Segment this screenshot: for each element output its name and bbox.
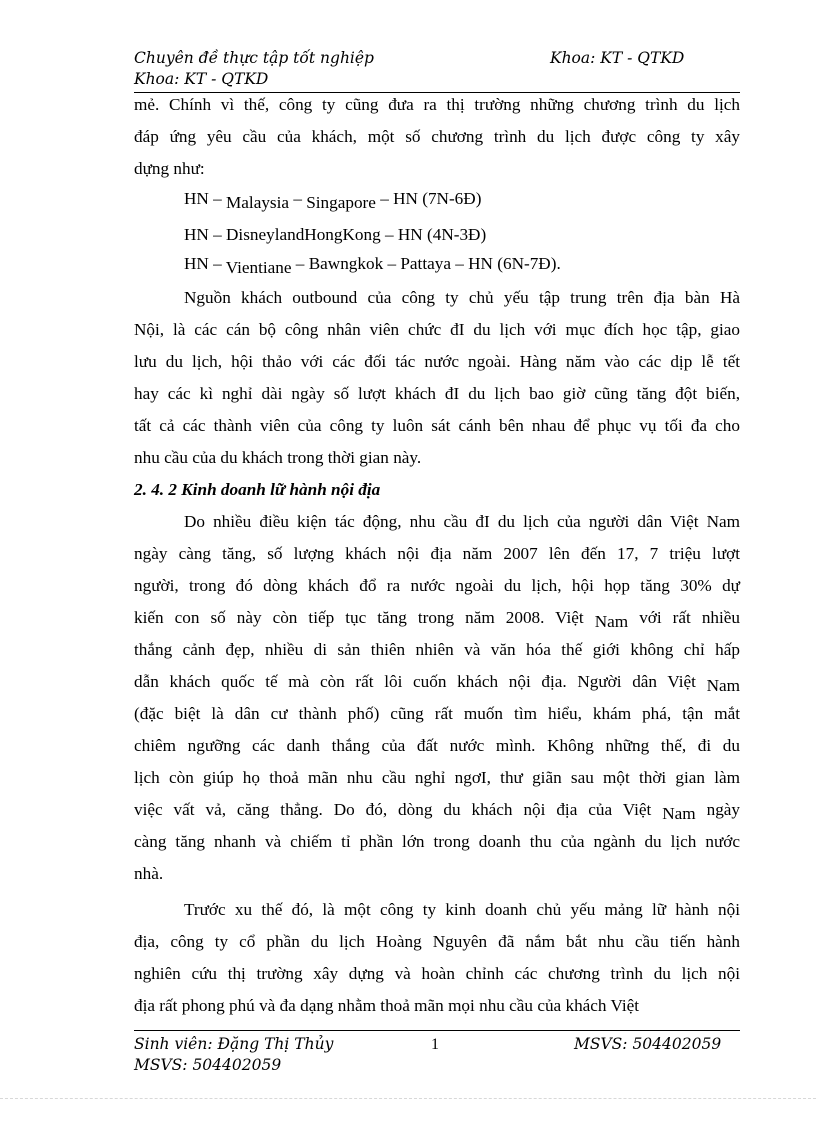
text-line: lưu du lịch, hội thảo với các đối tác nước ngoài. Hàng năm vào các dịp lễ tết — [134, 352, 740, 371]
route-item: HN – Vientiane – Bawngkok – Pattaya – HN (6N-7Đ). — [184, 254, 561, 277]
text-line: dựng như: — [134, 159, 205, 178]
text-line: Nguồn khách outbound của công ty chủ yếu tập trung trên địa bàn Hà — [184, 288, 740, 307]
text-line: Nội, là các cán bộ công nhân viên chức đI du lịch với mục đích học tập, giao — [134, 320, 740, 339]
text-line: lịch còn giúp họ thoả mãn nhu cầu nghỉ ngơI, thư giãn sau một thời gian làm — [134, 768, 740, 787]
header-right: Khoa: KT - QTKD — [550, 49, 685, 67]
text-line: tất cả các thành viên của công ty luôn sát cánh bên nhau để phục vụ tối đa cho — [134, 416, 740, 435]
text-line: (đặc biệt là dân cư thành phố) cũng rất muốn tìm hiểu, khám phá, tận mắt — [134, 704, 740, 723]
text-line: nhu cầu của du khách trong thời gian này. — [134, 448, 422, 467]
text-line: càng tăng nhanh và chiếm tỉ phần lớn trong doanh thu của ngành du lịch nước — [134, 832, 740, 851]
footer-msvs-line2: MSVS: 504402059 — [134, 1056, 282, 1074]
text-line: ngày càng tăng, số lượng khách nội địa năm 2007 lên đến 17, 7 triệu lượt — [134, 544, 740, 563]
text-line: Trước xu thế đó, là một công ty kinh doanh chủ yếu mảng lữ hành nội — [184, 900, 740, 919]
text-line: địa, công ty cổ phần du lịch Hoàng Nguyên đã nắm bắt nhu cầu tiến hành — [134, 932, 740, 951]
text-line: kiến con số này còn tiếp tục tăng trong năm 2008. Việt Nam với rất nhiều — [134, 608, 741, 631]
footer-msvs: MSVS: 504402059 — [574, 1035, 722, 1053]
section-heading: 2. 4. 2 Kinh doanh lữ hành nội địa — [134, 480, 381, 499]
text-line: nhà. — [134, 864, 164, 883]
text-line: dẫn khách quốc tế mà còn rất lôi cuốn khách nội địa. Người dân Việt Nam — [134, 672, 741, 695]
text-line: việc vất vả, căng thẳng. Do đó, dòng du khách nội địa của Việt Nam ngày — [134, 800, 741, 823]
text-line: đáp ứng yêu cầu của khách, một số chương trình du lịch được công ty xây — [134, 127, 740, 146]
header-left: Chuyên đề thực tập tốt nghiệp — [134, 49, 374, 67]
text-line: Do nhiều điều kiện tác động, nhu cầu đI du lịch của người dân Việt Nam — [184, 512, 740, 531]
text-line: địa rất phong phú và đa dạng nhằm thoả mãn mọi nhu cầu của khách Việt — [134, 996, 640, 1015]
text-line: hay các kì nghỉ dài ngày số lượt khách đI du lịch bao giờ cũng tăng đột biến, — [134, 384, 740, 403]
text-line: người, trong đó dòng khách đổ ra nước ngoài du lịch, hội họp tăng 30% dự — [134, 576, 740, 595]
route-item: HN – Malaysia – Singapore – HN (7N-6Đ) — [184, 189, 482, 212]
text-line: nghiên cứu thị trường xây dựng và hoàn chỉnh các chương trình du lịch nội — [134, 964, 740, 983]
header-rule — [134, 92, 740, 93]
route-item: HN – DisneylandHongKong – HN (4N-3Đ) — [184, 225, 487, 244]
header-line2: Khoa: KT - QTKD — [134, 70, 269, 88]
text-line: chiêm ngưỡng các danh thắng của đất nước mình. Không những thế, đi du — [134, 736, 740, 755]
footer-rule — [134, 1030, 740, 1031]
text-line: thắng cảnh đẹp, nhiều di sản thiên nhiên và văn hóa thế giới không chỉ hấp — [134, 640, 740, 659]
page-number: 1 — [431, 1036, 439, 1053]
page-edge — [0, 1098, 816, 1099]
footer-student: Sinh viên: Đặng Thị Thủy — [134, 1035, 334, 1053]
text-line: mẻ. Chính vì thế, công ty cũng đưa ra thị trường những chương trình du lịch — [134, 95, 740, 114]
